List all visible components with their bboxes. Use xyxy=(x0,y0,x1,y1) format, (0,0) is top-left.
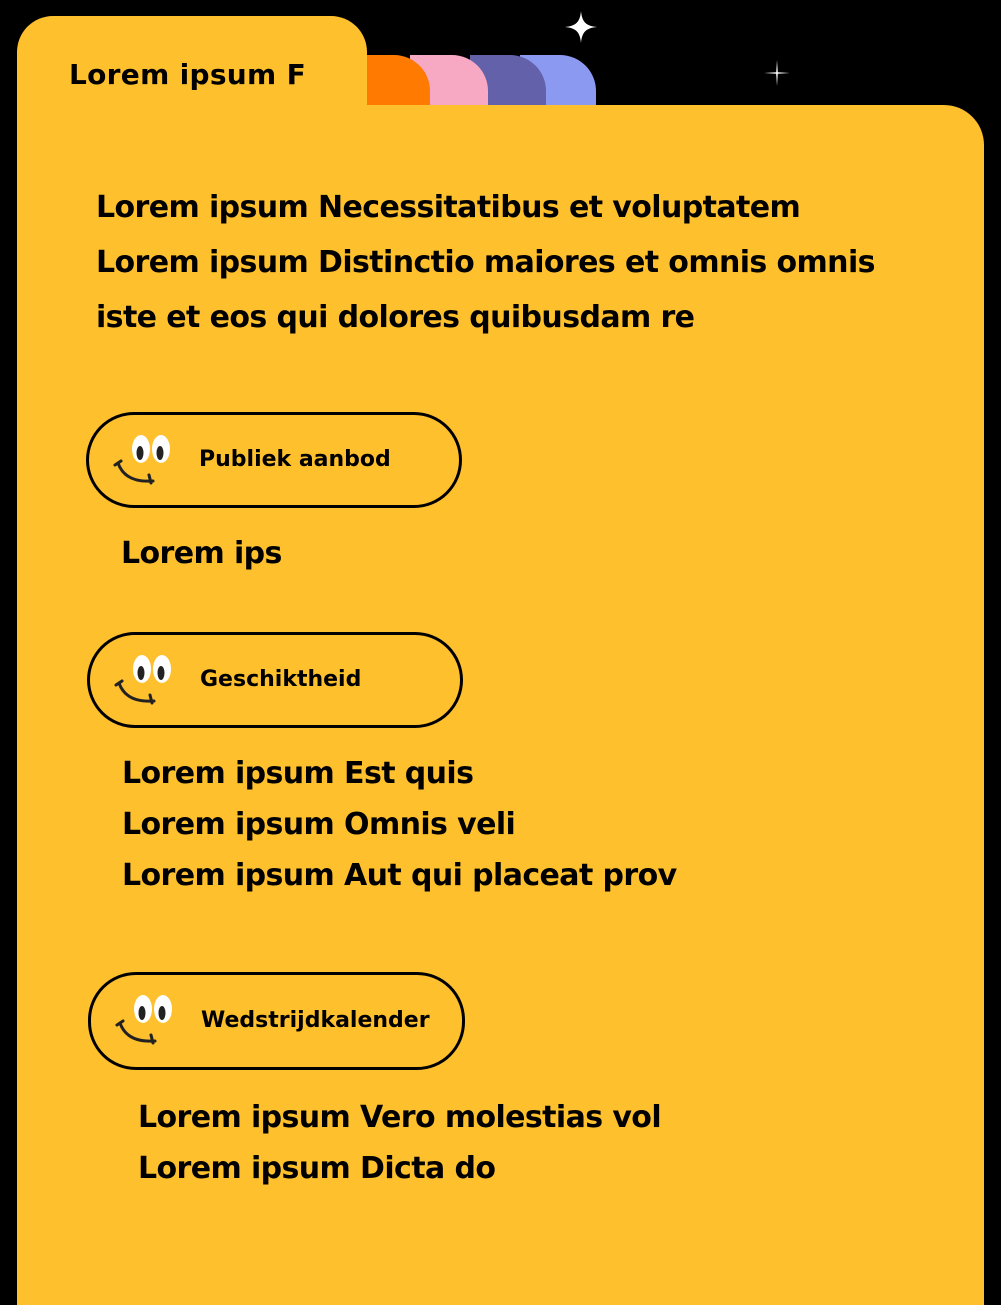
wedstrijdkalender-button[interactable] xyxy=(88,972,465,1070)
smiley-face-icon xyxy=(113,431,177,491)
intro-line: Lorem ipsum Necessitatibus et voluptatem xyxy=(96,190,801,225)
list-item: Lorem ips xyxy=(121,536,282,571)
smiley-face-icon xyxy=(115,991,179,1051)
section-items xyxy=(122,748,677,901)
smiley-face-icon xyxy=(114,651,178,711)
list-item: Lorem ipsum Vero molestias vol xyxy=(138,1100,661,1135)
list-item: Lorem ipsum Omnis veli xyxy=(122,807,516,842)
list-item: Lorem ipsum Dicta do xyxy=(138,1151,496,1186)
button-label: Publiek aanbod xyxy=(199,447,391,472)
intro-line: iste et eos qui dolores quibusdam re xyxy=(96,300,695,335)
intro-text xyxy=(96,180,875,345)
button-label: Wedstrijdkalender xyxy=(201,1008,430,1033)
sparkle-star-icon xyxy=(565,11,597,43)
publiek-aanbod-button[interactable] xyxy=(86,412,462,508)
list-item: Lorem ipsum Est quis xyxy=(122,756,474,791)
list-item: Lorem ipsum Aut qui placeat prov xyxy=(122,858,677,893)
button-label: Geschiktheid xyxy=(200,667,362,692)
geschiktheid-button[interactable] xyxy=(87,632,463,728)
section-items xyxy=(121,528,282,579)
twinkle-star-icon xyxy=(764,60,790,86)
intro-line: Lorem ipsum Distinctio maiores et omnis omnis xyxy=(96,245,875,280)
section-items xyxy=(138,1092,661,1194)
tab-title: Lorem ipsum F xyxy=(69,58,306,91)
